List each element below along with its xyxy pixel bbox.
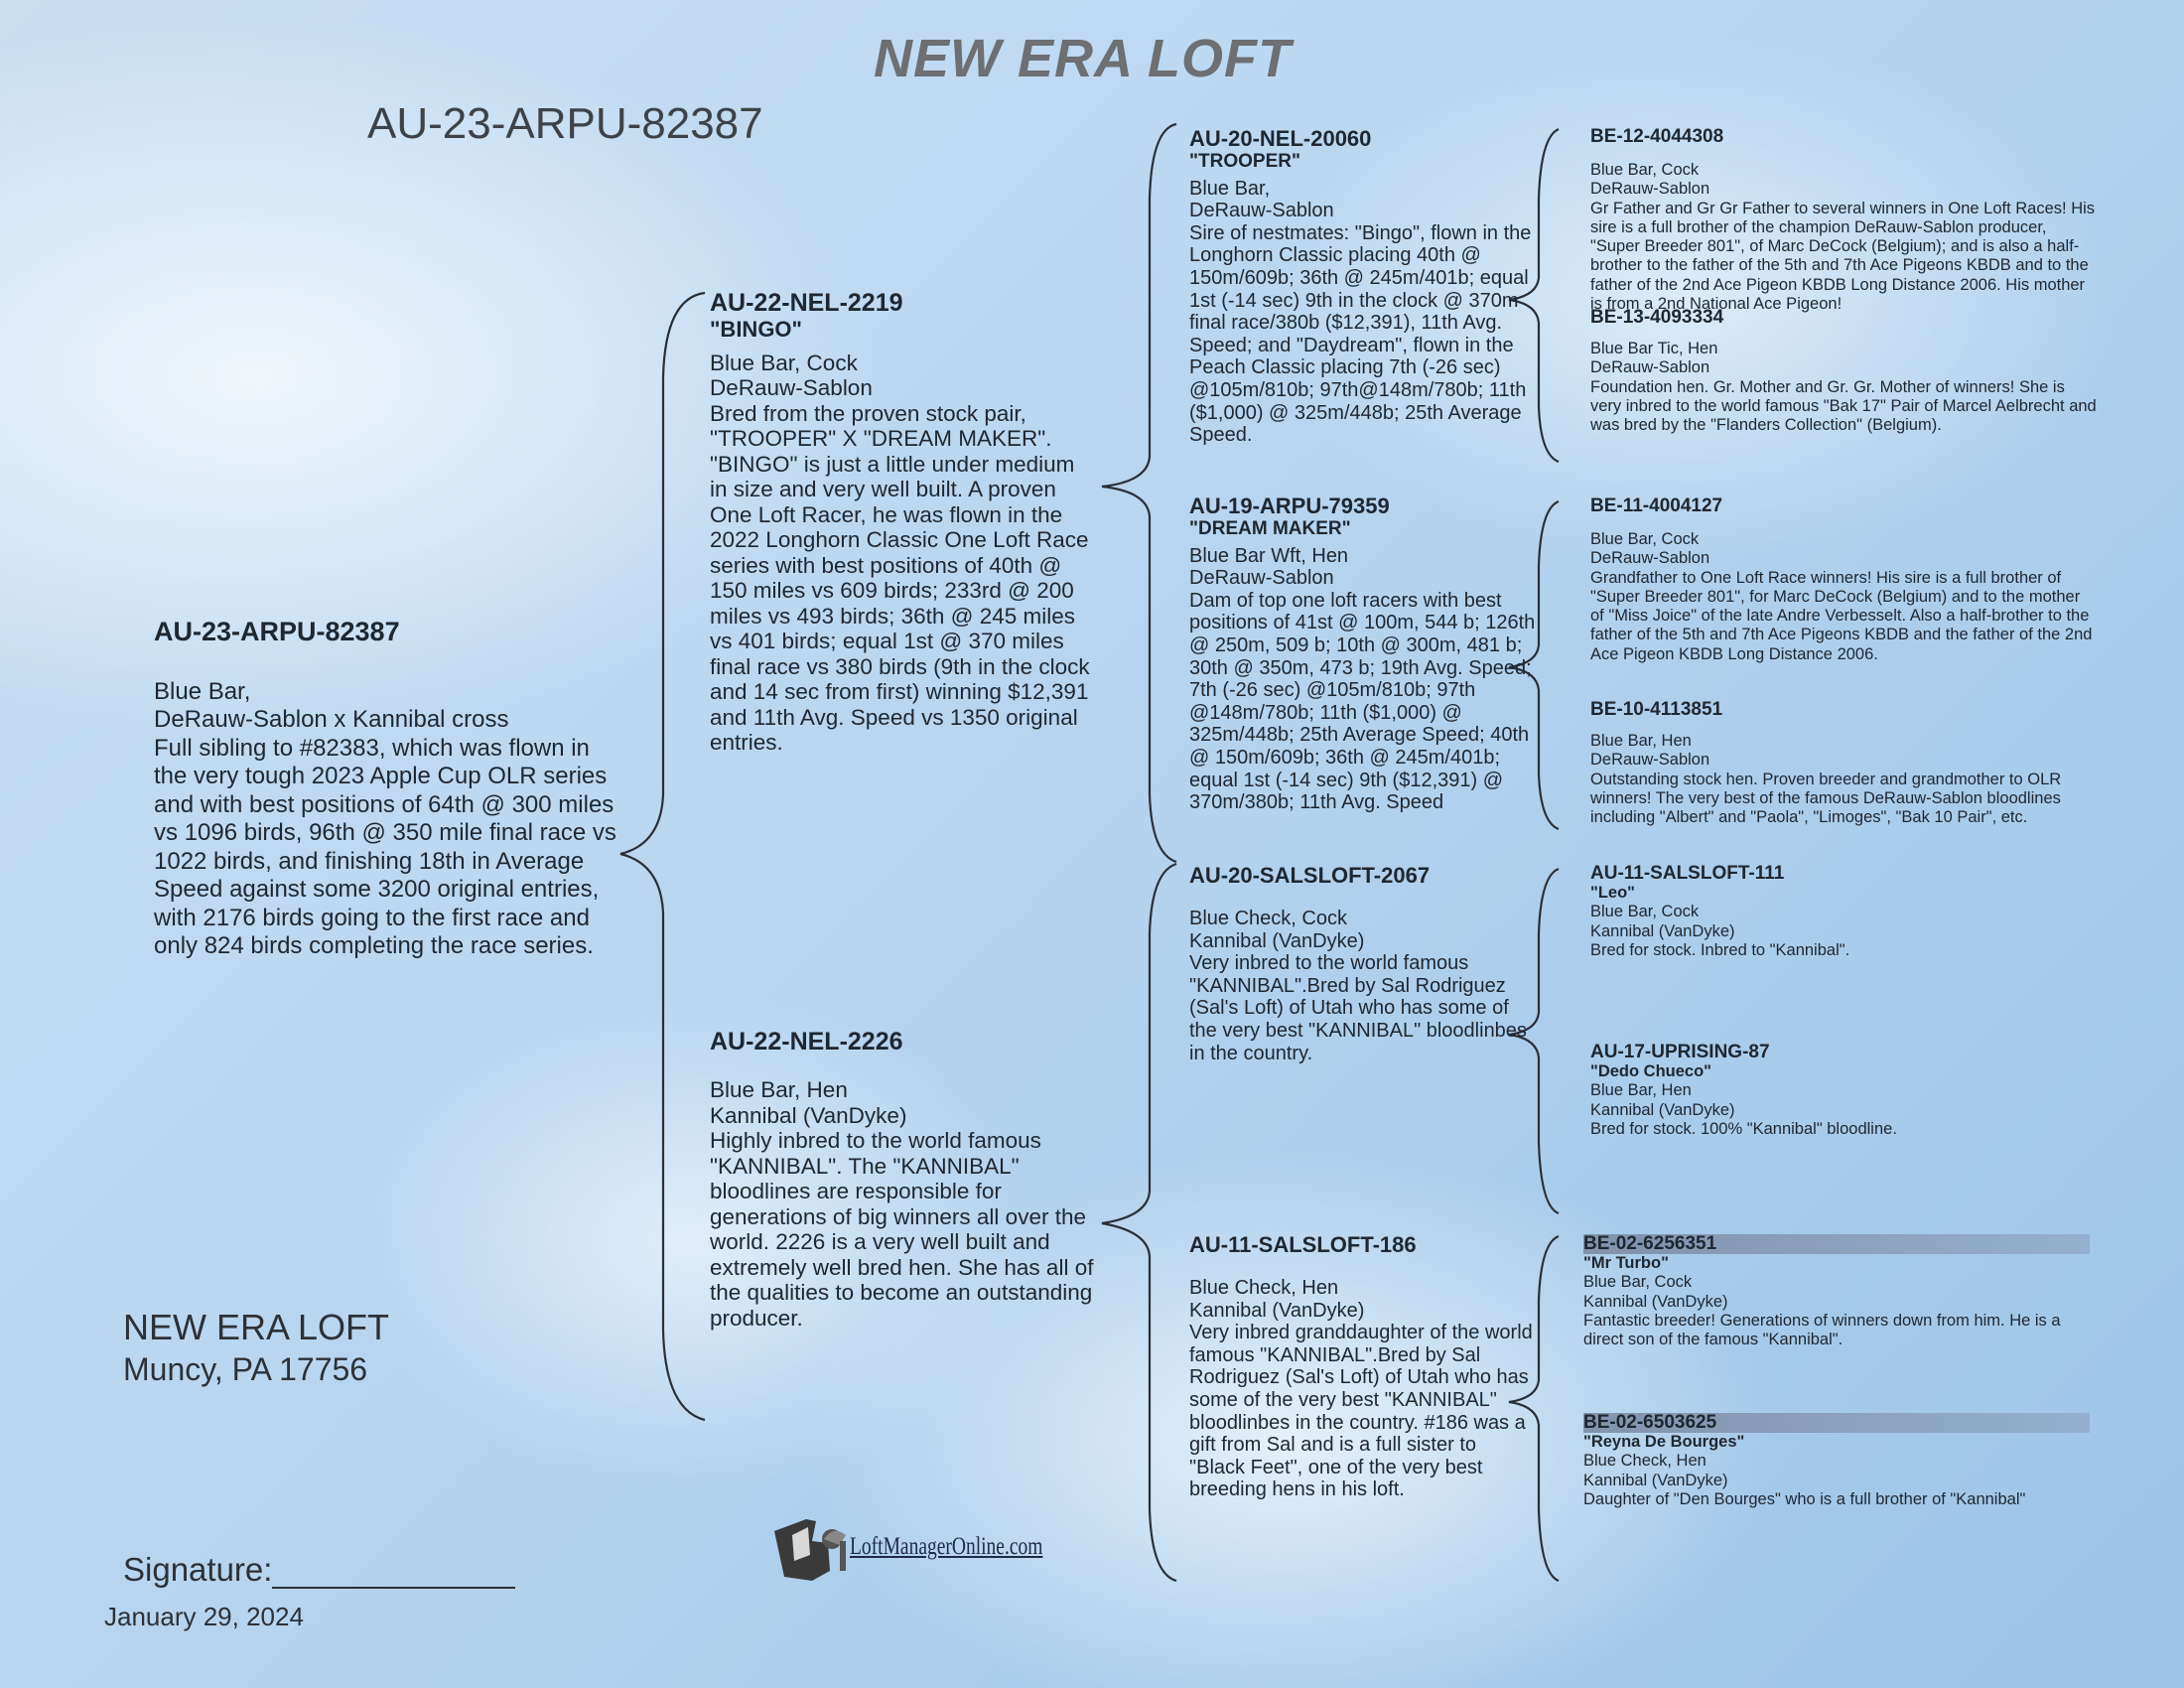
bracket-sire <box>1102 124 1176 862</box>
sire-dam-id: AU-19-ARPU-79359 <box>1189 493 1390 518</box>
g3-details-3: Blue Bar, Cock DeRauw-Sablon Grandfather to One Loft Race winners! His sire is a full brother of "Super Breeder 801", for Marc DeCock (Belgium) and to the mother of "Miss Joice" of the late Andre Verbesselt. Also a half-brother to the father of the 5th and 7th Ace Pigeons KBDB and the father of the 2nd Ace Pigeon KBDB Long Distance 2006. <box>1590 530 2093 663</box>
dam-details: Blue Bar, Hen Kannibal (VanDyke) Highly inbred to the world famous "KANNIBAL". The "KANNIBAL" bloodlines are responsible for generations of big winners all over the world. 2226 is a very well built and extremely well bred hen. She has all of the qualities to become an outstanding producer. <box>710 1077 1094 1331</box>
g3-details-7: Blue Bar, Cock Kannibal (VanDyke) Fantastic breeder! Generations of winners down from him. He is a direct son of the famous "Kannibal". <box>1583 1273 2061 1349</box>
g3-name-6: "Dedo Chueco" <box>1590 1062 1711 1080</box>
dam-dam-details: Blue Check, Hen Kannibal (VanDyke) Very inbred granddaughter of the world famous "KANNIBAL".Bred by Sal Rodriguez (Sal's Loft) of Utah who has some of the very best "KANNIBAL" bloodlinbes in the country. #186 was a gift from Sal and is a full sister to "Black Feet", one of the very best breeding hens in his loft. <box>1189 1277 1533 1501</box>
signature-blank <box>272 1557 515 1589</box>
band-id-heading: AU-23-ARPU-82387 <box>367 99 763 148</box>
g3-name-7: "Mr Turbo" <box>1583 1254 1669 1272</box>
g3-id-6: AU-17-UPRISING-87 <box>1590 1042 1770 1062</box>
loftmanager-logo <box>772 1511 1043 1586</box>
dam-sire-id: AU-20-SALSLOFT-2067 <box>1189 863 1431 888</box>
dam-dam-block <box>1189 1233 1537 1501</box>
dam-id: AU-22-NEL-2226 <box>710 1028 903 1055</box>
dam-sire-block <box>1189 864 1537 1064</box>
subject-id: AU-23-ARPU-82387 <box>154 617 400 646</box>
sire-sire-block <box>1189 127 1537 447</box>
g3-id-7: BE-02-6256351 <box>1583 1234 2090 1254</box>
g3-details-6: Blue Bar, Hen Kannibal (VanDyke) Bred for stock. 100% "Kannibal" bloodline. <box>1590 1081 1897 1138</box>
loft-title: NEW ERA LOFT <box>874 29 1292 88</box>
g3-id-8: BE-02-6503625 <box>1583 1413 2090 1433</box>
g3-details-5: Blue Bar, Cock Kannibal (VanDyke) Bred for stock. Inbred to "Kannibal". <box>1590 903 1850 959</box>
g3-details-4: Blue Bar, Hen DeRauw-Sablon Outstanding stock hen. Proven breeder and grandmother to OLR winners! The very best of the famous DeRauw-Sablon bloodlines including "Albert" and "Paola", "Limoges", "Bak 10 Pair", etc. <box>1590 732 2062 827</box>
dam-sire-details: Blue Check, Cock Kannibal (VanDyke) Very inbred to the world famous "KANNIBAL".Bred by Sal Rodriguez (Sal's Loft) of Utah who has some of the very best "KANNIBAL" bloodlinbes in the country. <box>1189 908 1527 1064</box>
owner-block <box>123 1307 389 1390</box>
subject-details: Blue Bar, DeRauw-Sablon x Kannibal cross Full sibling to #82383, which was flown in the very tough 2023 Apple Cup OLR series and with best positions of 64th @ 300 miles vs 1096 birds, 96th @ 350 mile final race vs 1022 birds, and finishing 18th in Average Speed against some 3200 original entries, with 2176 birds going to the first race and only 824 birds completing the race series. <box>154 677 616 959</box>
signature-label: Signature: <box>123 1551 273 1588</box>
g3-details-2: Blue Bar Tic, Hen DeRauw-Sablon Foundation hen. Gr. Mother and Gr. Gr. Mother of winners! She is very inbred to the world famous "Bak 17" Pair of Marcel Aelbrecht and was bred by the "Flanders Collection" (Belgium). <box>1590 340 2097 435</box>
g3-block-2 <box>1590 308 2097 435</box>
g3-details-8: Blue Check, Hen Kannibal (VanDyke) Daughter of "Den Bourges" who is a full brother of "Kannibal" <box>1583 1452 2026 1508</box>
owner-name: NEW ERA LOFT <box>123 1307 390 1347</box>
g3-block-4 <box>1590 700 2097 827</box>
dam-block <box>710 1029 1097 1331</box>
sire-sire-name: "TROOPER" <box>1189 151 1300 172</box>
sire-sire-details: Blue Bar, DeRauw-Sablon Sire of nestmates: "Bingo", flown in the Longhorn Classic placing 40th @ 150m/609b; 36th @ 245m/401b; equal 1st (-14 sec) 9th in the clock @ 370m final race/380b ($12,391), 11th Avg. Speed; and "Daydream", flown in the Peach Classic placing 7th (-26 sec) @105m/810b; 97th@148m/780b; 11th ($1,000) @ 325m/448b; 25th Average Speed. <box>1189 177 1532 447</box>
owner-city: Muncy, PA 17756 <box>123 1351 368 1387</box>
document-date: January 29, 2024 <box>104 1602 304 1631</box>
g3-block-3 <box>1590 496 2097 664</box>
sire-dam-details: Blue Bar Wft, Hen DeRauw-Sablon Dam of top one loft racers with best positions of 41st @ 100m, 544 b; 126th @ 250m, 509 b; 10th @ 300m, 481 b; 30th @ 350m, 473 b; 19th Avg. Speed; 7th (-26 sec) @105m/810b; 97th @148m/780b; 11th ($1,000) @ 325m/448b; 25th Average Speed; 40th @ 150m/609b; 36th @ 245m/401b; equal 1st (-14 sec) 9th ($12,391) @ 370m/380b; 11th Avg. Speed <box>1189 544 1536 814</box>
bracket-dam <box>1102 864 1176 1581</box>
bracket-subject <box>620 293 705 1420</box>
g3-id-5: AU-11-SALSLOFT-111 <box>1590 863 1785 884</box>
sire-dam-block <box>1189 494 1537 814</box>
g3-name-5: "Leo" <box>1590 884 1635 902</box>
sire-dam-name: "DREAM MAKER" <box>1189 518 1351 539</box>
g3-details-1: Blue Bar, Cock DeRauw-Sablon Gr Father and Gr Gr Father to several winners in One Loft Races! His sire is a full brother of the champion DeRauw-Sablon producer, "Super Breeder 801", of Marc DeCock (Belgium); and is also a half-brother to the father of the 5th and 7th Ace Pigeons KBDB and to the father of the 2nd Ace Pigeon KBDB Long Distance 2006. His mother is from a 2nd National Ace Pigeon! <box>1590 161 2096 314</box>
sire-details: Blue Bar, Cock DeRauw-Sablon Bred from the proven stock pair, "TROOPER" X "DREAM MAKER". "BINGO" is just a little under medium in size and very well built. A proven One Loft Racer, he was flown in the 2022 Longhorn Classic One Loft Race series with best positions of 40th @ 150 miles vs 609 birds; 233rd @ 200 miles vs 493 birds; 36th @ 245 miles vs 401 birds; equal 1st @ 370 miles final race vs 380 birds (9th in the clock and 14 sec from first) winning $12,391 and 11th Avg. Speed vs 1350 original entries. <box>710 350 1090 755</box>
g3-id-4: BE-10-4113851 <box>1590 699 1723 720</box>
sire-sire-id: AU-20-NEL-20060 <box>1189 126 1372 151</box>
g3-id-3: BE-11-4004127 <box>1590 495 1723 516</box>
g3-block-7 <box>1583 1234 2090 1349</box>
dam-dam-id: AU-11-SALSLOFT-186 <box>1189 1232 1417 1257</box>
g3-block-5 <box>1590 864 2097 960</box>
g3-block-8 <box>1583 1413 2090 1509</box>
g3-id-1: BE-12-4044308 <box>1590 126 1724 147</box>
sire-name: "BINGO" <box>710 317 802 342</box>
sire-id: AU-22-NEL-2219 <box>710 289 903 317</box>
g3-id-2: BE-13-4093334 <box>1590 307 1724 328</box>
subject-block <box>154 618 620 961</box>
logo-text: LoftManagerOnline.com <box>850 1533 1043 1560</box>
g3-block-1 <box>1590 127 2097 314</box>
g3-block-6 <box>1590 1043 2097 1139</box>
sire-block <box>710 290 1097 756</box>
signature-line <box>123 1551 515 1589</box>
g3-name-8: "Reyna De Bourges" <box>1583 1433 1745 1451</box>
